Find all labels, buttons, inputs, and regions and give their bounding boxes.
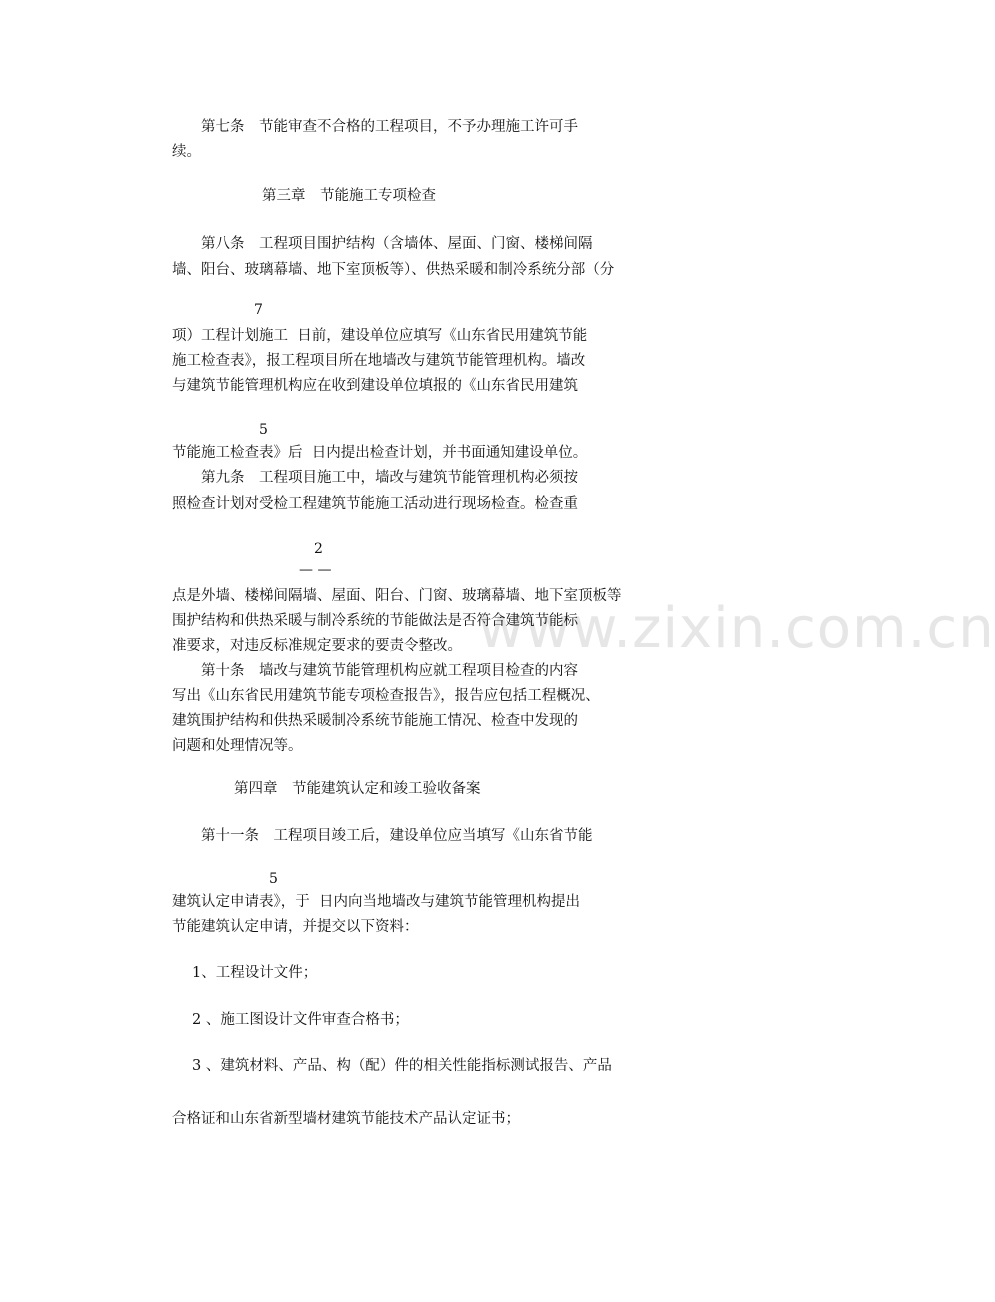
article-7-line-1: 第七条 节能审查不合格的工程项目，不予办理施工许可手 xyxy=(172,119,578,135)
watermark: www.zixin.com.cn xyxy=(478,596,995,661)
article-8-line-5: 与建筑节能管理机构应在收到建设单位填报的《山东省民用建筑 xyxy=(172,378,578,394)
superscript-number-5b: 5 xyxy=(269,871,278,887)
article-11-line-3: 节能建筑认定申请，并提交以下资料： xyxy=(172,919,419,935)
article-8-line-4: 施工检查表》，报工程项目所在地墙改与建筑节能管理机构。墙改 xyxy=(172,353,586,369)
article-8-line-3: 项）工程计划施工 日前，建设单位应填写《山东省民用建筑节能 xyxy=(172,328,588,344)
article-8-line-6: 节能施工检查表》后 日内提出检查计划，并书面通知建设单位。 xyxy=(172,445,588,461)
article-11-line-2: 建筑认定申请表》，于 日内向当地墙改与建筑节能管理机构提出 xyxy=(172,894,580,910)
chapter-4-heading: 第四章 节能建筑认定和竣工验收备案 xyxy=(234,781,481,797)
article-9-line-4: 围护结构和供热采暖与制冷系统的节能做法是否符合建筑节能标 xyxy=(172,613,578,629)
list-item-3-line-2: 合格证和山东省新型墙材建筑节能技术产品认定证书； xyxy=(172,1111,520,1127)
superscript-number-7: 7 xyxy=(254,302,263,318)
page-number: 2 xyxy=(314,541,323,557)
article-9-line-3: 点是外墙、楼梯间隔墙、屋面、阳台、门窗、玻璃幕墙、地下室顶板等 xyxy=(172,588,622,604)
page-number-dashes: — — xyxy=(299,562,332,578)
chapter-3-heading: 第三章 节能施工专项检查 xyxy=(262,188,436,204)
article-11-line-1: 第十一条 工程项目竣工后，建设单位应当填写《山东省节能 xyxy=(172,828,593,844)
article-9-line-2: 照检查计划对受检工程建筑节能施工活动进行现场检查。检查重 xyxy=(172,496,578,512)
list-item-3-line-1: 3 、建筑材料、产品、构（配）件的相关性能指标测试报告、产品 xyxy=(192,1058,612,1074)
list-item-2: 2 、施工图设计文件审查合格书； xyxy=(192,1012,409,1028)
article-10-line-3: 建筑围护结构和供热采暖制冷系统节能施工情况、检查中发现的 xyxy=(172,713,578,729)
article-10-line-2: 写出《山东省民用建筑节能专项检查报告》，报告应包括工程概况、 xyxy=(172,688,600,704)
article-8-line-1: 第八条 工程项目围护结构（含墙体、屋面、门窗、楼梯间隔 xyxy=(172,236,593,252)
superscript-number-5: 5 xyxy=(259,422,268,438)
article-7-line-2: 续。 xyxy=(172,144,201,160)
article-9-line-5: 准要求，对违反标准规定要求的要责令整改。 xyxy=(172,638,462,654)
list-item-1: 1、工程设计文件； xyxy=(192,965,318,981)
article-8-line-2: 墙、阳台、玻璃幕墙、地下室顶板等）、供热采暖和制冷系统分部（分 xyxy=(172,262,615,278)
article-9-line-1: 第九条 工程项目施工中，墙改与建筑节能管理机构必须按 xyxy=(172,470,578,486)
article-10-line-4: 问题和处理情况等。 xyxy=(172,738,303,754)
article-10-line-1: 第十条 墙改与建筑节能管理机构应就工程项目检查的内容 xyxy=(172,663,578,679)
